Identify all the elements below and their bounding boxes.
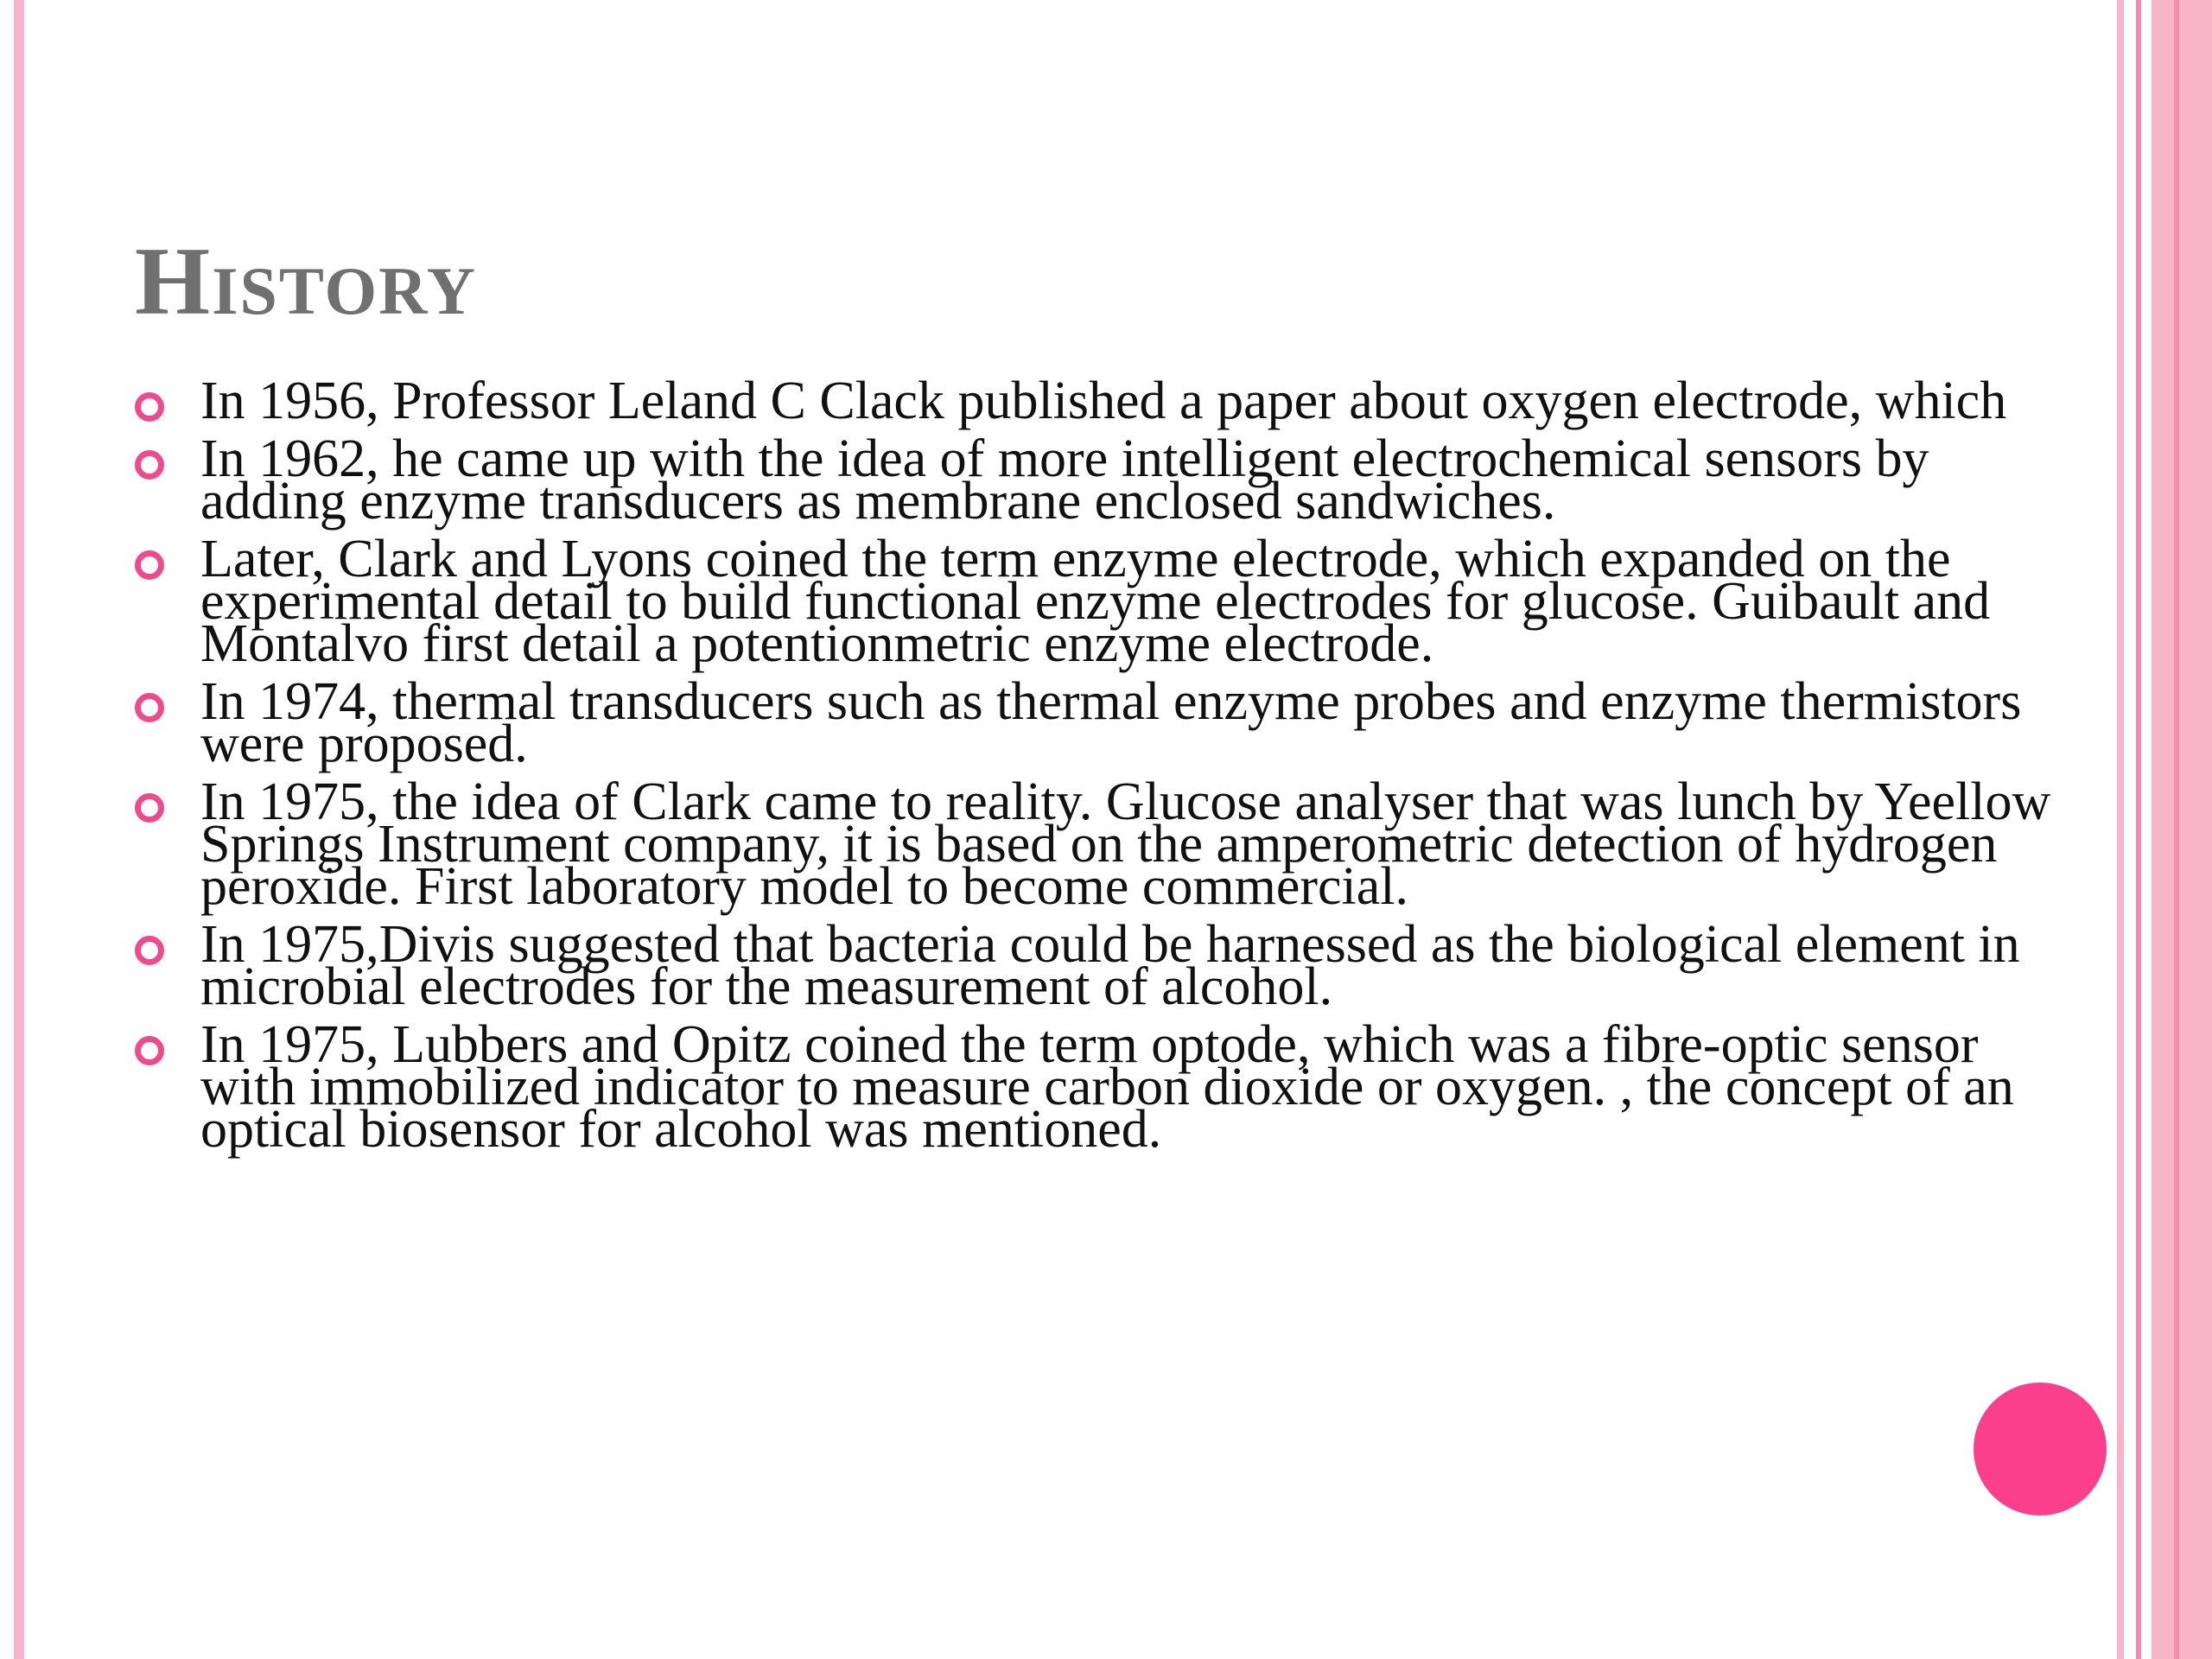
bullet-text: In 1956, Professor Leland C Clack published a paper about oxygen electrode, which <box>200 372 2007 430</box>
bullet-item <box>135 772 2079 916</box>
bullet-circle-icon <box>135 1036 164 1065</box>
bullet-list <box>135 372 2079 1166</box>
bullet-circle-icon <box>135 793 164 823</box>
bullet-circle-icon <box>135 550 164 580</box>
bullet-text: In 1975, Lubbers and Opitz coined the term optode, which was a fibre-optic sensor with immobilized indicator to measure carbon dioxide or oxygen. , the concept of an optical biosensor for alcohol was mentioned. <box>200 1015 2014 1159</box>
bullet-circle-icon <box>135 936 164 965</box>
bullet-item <box>135 1015 2079 1159</box>
bullet-text: In 1975,Divis suggested that bacteria could be harnessed as the biological element in microbial electrodes for the measurement of alcohol. <box>200 915 2020 1016</box>
left-border-decoration <box>14 0 24 1659</box>
bullet-item <box>135 429 2079 531</box>
bullet-item <box>135 672 2079 773</box>
bullet-circle-icon <box>135 450 164 480</box>
bullet-text: In 1962, he came up with the idea of more intelligent electrochemical sensors by adding enzyme transducers as membrane enclosed sandwiches. <box>200 429 1929 531</box>
bullet-item <box>135 530 2079 673</box>
bullet-text: In 1974, thermal transducers such as thermal enzyme probes and enzyme thermistors were proposed. <box>200 672 2022 773</box>
right-stripe-decoration <box>2117 0 2212 1659</box>
pink-circle-decoration <box>1974 1382 2107 1516</box>
bullet-item <box>135 915 2079 1016</box>
bullet-circle-icon <box>135 693 164 722</box>
bullet-text: Later, Clark and Lyons coined the term enzyme electrode, which expanded on the experimental detail to build functional enzyme electrodes for glucose. Guibault and Montalvo first detail a potentionmetric enzyme electrode. <box>200 530 1991 673</box>
bullet-text: In 1975, the idea of Clark came to reality. Glucose analyser that was lunch by Yeellow Springs Instrument company, it is based on the amperometric detection of hydrogen peroxide. First laboratory model to become commercial. <box>200 772 2051 916</box>
bullet-circle-icon <box>135 392 164 422</box>
bullet-item <box>135 372 2079 430</box>
slide-title: History <box>135 228 478 335</box>
